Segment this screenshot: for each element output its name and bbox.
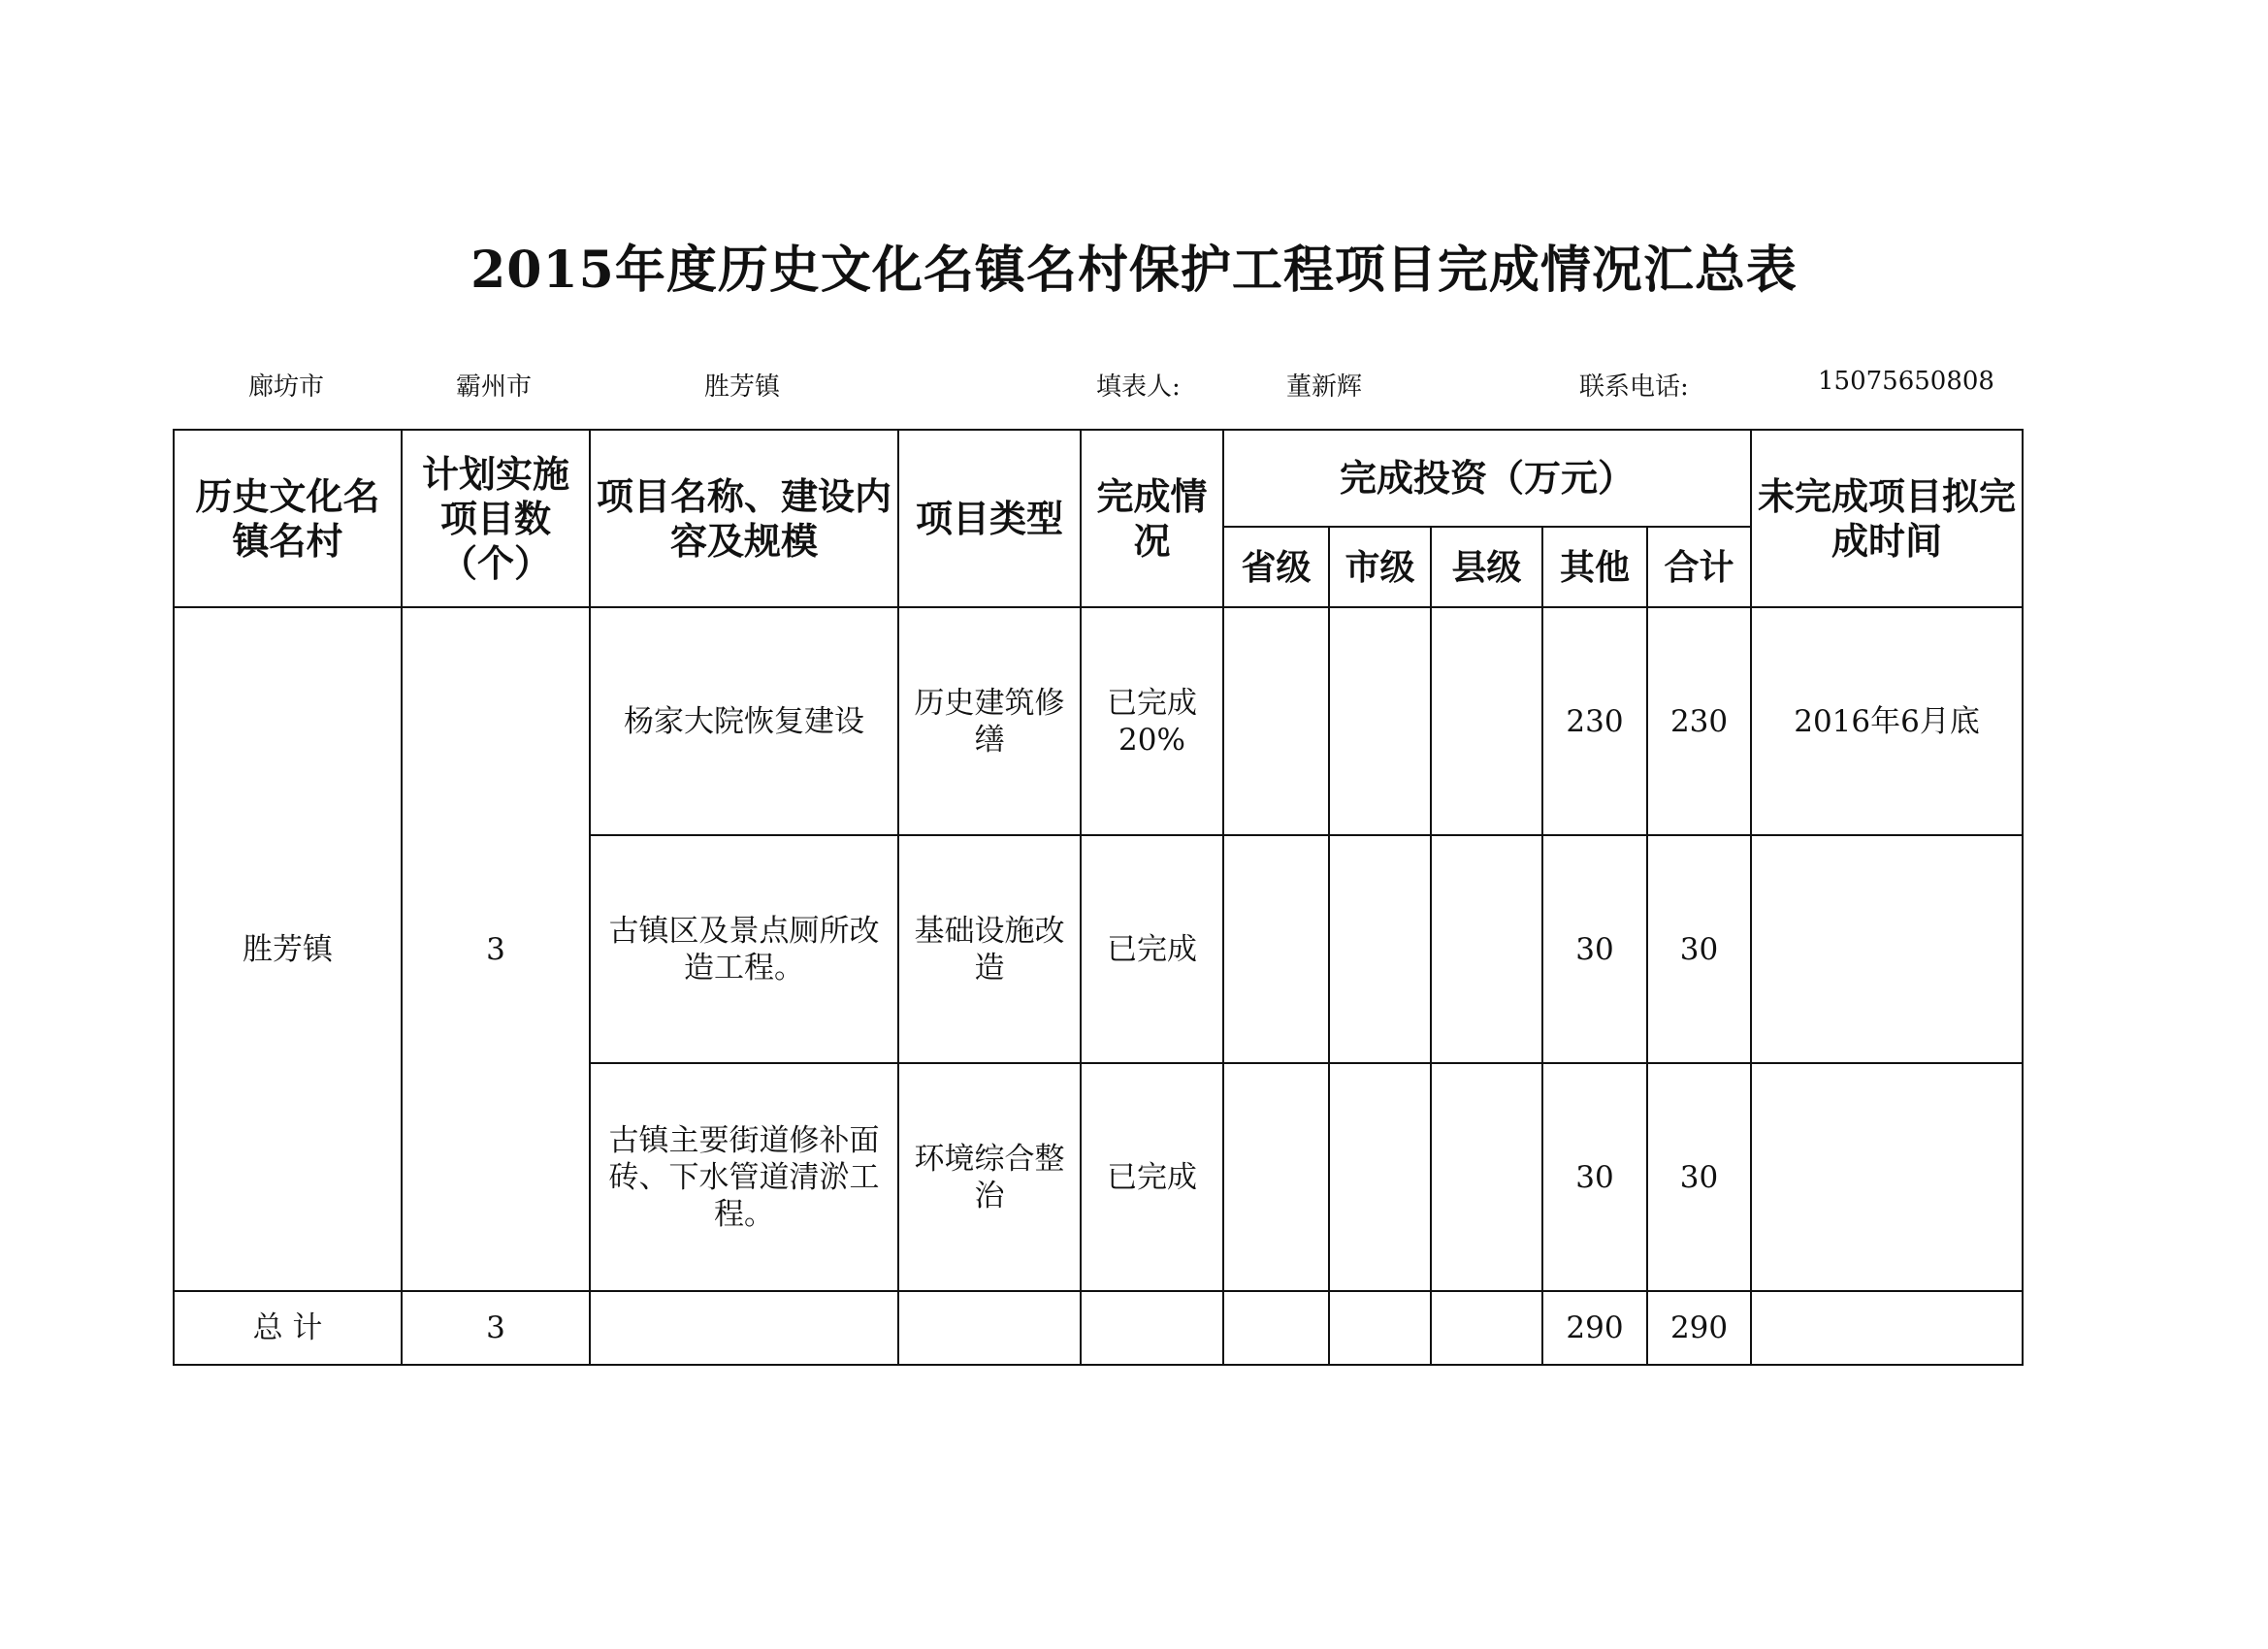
table-row — [174, 607, 2023, 835]
header-investment: 完成投资（万元） — [1223, 430, 1751, 527]
other-cell: 30 — [1542, 835, 1647, 1063]
summary-empty-cell — [590, 1291, 898, 1365]
town-name: 胜芳镇 — [704, 372, 781, 402]
document-title: 2015年度历史文化名镇名村保护工程项目完成情况汇总表 — [470, 241, 1798, 300]
city-name: 廊坊市 — [248, 372, 325, 402]
project-type-cell: 环境综合整治 — [898, 1063, 1081, 1291]
summary-empty-cell — [898, 1291, 1081, 1365]
summary-total: 290 — [1647, 1291, 1751, 1365]
other-cell: 30 — [1542, 1063, 1647, 1291]
status-cell: 已完成 — [1081, 835, 1223, 1063]
county-cell — [1431, 1063, 1542, 1291]
filler-label: 填表人: — [1096, 372, 1181, 402]
total-cell: 230 — [1647, 607, 1751, 835]
other-cell: 230 — [1542, 607, 1647, 835]
project-type-cell: 历史建筑修缮 — [898, 607, 1081, 835]
summary-table — [173, 429, 2024, 1366]
municipal-cell — [1329, 607, 1431, 835]
summary-empty-cell — [1329, 1291, 1431, 1365]
header-village: 历史文化名镇名村 — [174, 430, 402, 607]
header-total: 合计 — [1647, 527, 1751, 607]
completion-time-cell: 2016年6月底 — [1751, 607, 2023, 835]
header-planned-count: 计划实施项目数（个） — [402, 430, 590, 607]
project-type-cell: 基础设施改造 — [898, 835, 1081, 1063]
municipal-cell — [1329, 835, 1431, 1063]
municipal-cell — [1329, 1063, 1431, 1291]
summary-row — [174, 1291, 2023, 1365]
total-cell: 30 — [1647, 835, 1751, 1063]
header-project-name: 项目名称、建设内容及规模 — [590, 430, 898, 607]
header-project-type: 项目类型 — [898, 430, 1081, 607]
header-completion-time: 未完成项目拟完成时间 — [1751, 430, 2023, 607]
summary-other: 290 — [1542, 1291, 1647, 1365]
county-name: 霸州市 — [456, 372, 533, 402]
county-cell — [1431, 835, 1542, 1063]
header-status: 完成情况 — [1081, 430, 1223, 607]
summary-empty-cell — [1751, 1291, 2023, 1365]
summary-planned-count: 3 — [402, 1291, 590, 1365]
header-row — [174, 430, 2023, 527]
completion-time-cell — [1751, 835, 2023, 1063]
village-cell: 胜芳镇 — [174, 607, 402, 1291]
total-cell: 30 — [1647, 1063, 1751, 1291]
status-cell: 已完成 — [1081, 1063, 1223, 1291]
project-name-cell: 古镇主要街道修补面砖、下水管道清淤工程。 — [590, 1063, 898, 1291]
completion-time-cell — [1751, 1063, 2023, 1291]
phone-number: 15075650808 — [1818, 367, 1994, 396]
project-name-cell: 古镇区及景点厕所改造工程。 — [590, 835, 898, 1063]
header-county: 县级 — [1431, 527, 1542, 607]
status-cell: 已完成20% — [1081, 607, 1223, 835]
planned-count-cell: 3 — [402, 607, 590, 1291]
filler-name: 董新辉 — [1286, 372, 1363, 402]
header-municipal: 市级 — [1329, 527, 1431, 607]
provincial-cell — [1223, 1063, 1329, 1291]
provincial-cell — [1223, 835, 1329, 1063]
phone-label: 联系电话: — [1579, 372, 1689, 402]
summary-empty-cell — [1431, 1291, 1542, 1365]
summary-empty-cell — [1081, 1291, 1223, 1365]
header-other: 其他 — [1542, 527, 1647, 607]
header-provincial: 省级 — [1223, 527, 1329, 607]
summary-label: 总 计 — [174, 1291, 402, 1365]
provincial-cell — [1223, 607, 1329, 835]
summary-empty-cell — [1223, 1291, 1329, 1365]
project-name-cell: 杨家大院恢复建设 — [590, 607, 898, 835]
county-cell — [1431, 607, 1542, 835]
